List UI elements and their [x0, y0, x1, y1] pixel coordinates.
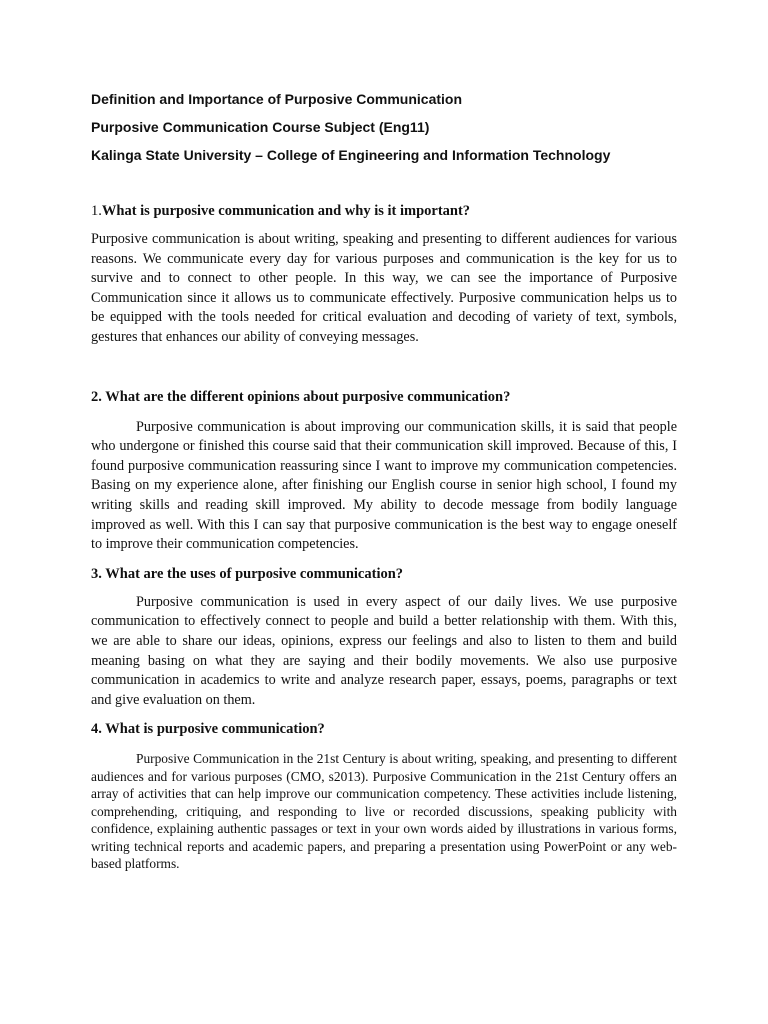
question-2: 2. What are the different opinions about purposive communication? — [91, 388, 511, 405]
question-4: 4. What is purposive communication? — [91, 721, 325, 738]
section-1 — [91, 202, 677, 348]
answer-3: Purposive communication is used in every aspect of our daily lives. We use purposive communication to effectively connect to people and build a better relationship with them. With this, we are able to share our ideas, opinions, express our feelings and also to listen to them and build meaning basing on what they are saying and their bodily movements. We also use purposive communication in academics to write and analyze research paper, essays, poems, paragraphs or text and give evaluation on them. — [91, 593, 677, 708]
course-subject: Purposive Communication Course Subject (Eng11) — [91, 119, 430, 135]
question-1: 1.What is purposive communication and why is it important? — [91, 203, 471, 219]
document-title: Definition and Importance of Purposive Communication — [91, 91, 463, 107]
question-3: 3. What are the uses of purposive communication? — [91, 565, 404, 582]
answer-2: Purposive communication is about improving our communication skills, it is said that people who undergone or finished this course said that their communication skill improved. Because of this, I found purposive communication reassuring since I want to improve my communication competencies. Basing on my experience alone, after finishing our English course in senior high school, I found my writing skills and reading skill improved. My ability to decode message from bodily language improved as well. With this I can say that purposive communication is the best way to engage oneself to improve their communication competencies. — [91, 418, 677, 553]
institution: Kalinga State University – College of Engineering and Information Technology — [91, 147, 611, 163]
answer-4: Purposive Communication in the 21st Century is about writing, speaking, and presenting to different audiences and for various purposes (CMO, s2013). Purposive Communication in the 21st Century offers an array of activities that can help improve our communication competency. These activities include listening, comprehending, critiquing, and responding to live or recorded discussions, speaking publicity with confidence, explaining authentic passages or text in your own words aided by illustrations in various forms, writing technical reports and academic papers, and preparing a presentation using PowerPoint or any web-based platforms. — [91, 751, 677, 872]
section-2 — [91, 388, 677, 555]
section-3 — [91, 565, 677, 711]
document-page — [91, 90, 677, 873]
answer-1: Purposive communication is about writing, speaking and presenting to different audiences for various reasons. We communicate every day for various purposes and communication is the key for us to survive and to connect to other people. In this way, we can see the importance of Purposive Communication since it allows us to communicate effectively. Purposive communication helps us to be equipped with the tools needed for critical evaluation and decoding of variety of text, symbols, gestures that enhances our ability of conveying messages. — [91, 231, 677, 345]
section-4 — [91, 720, 677, 873]
